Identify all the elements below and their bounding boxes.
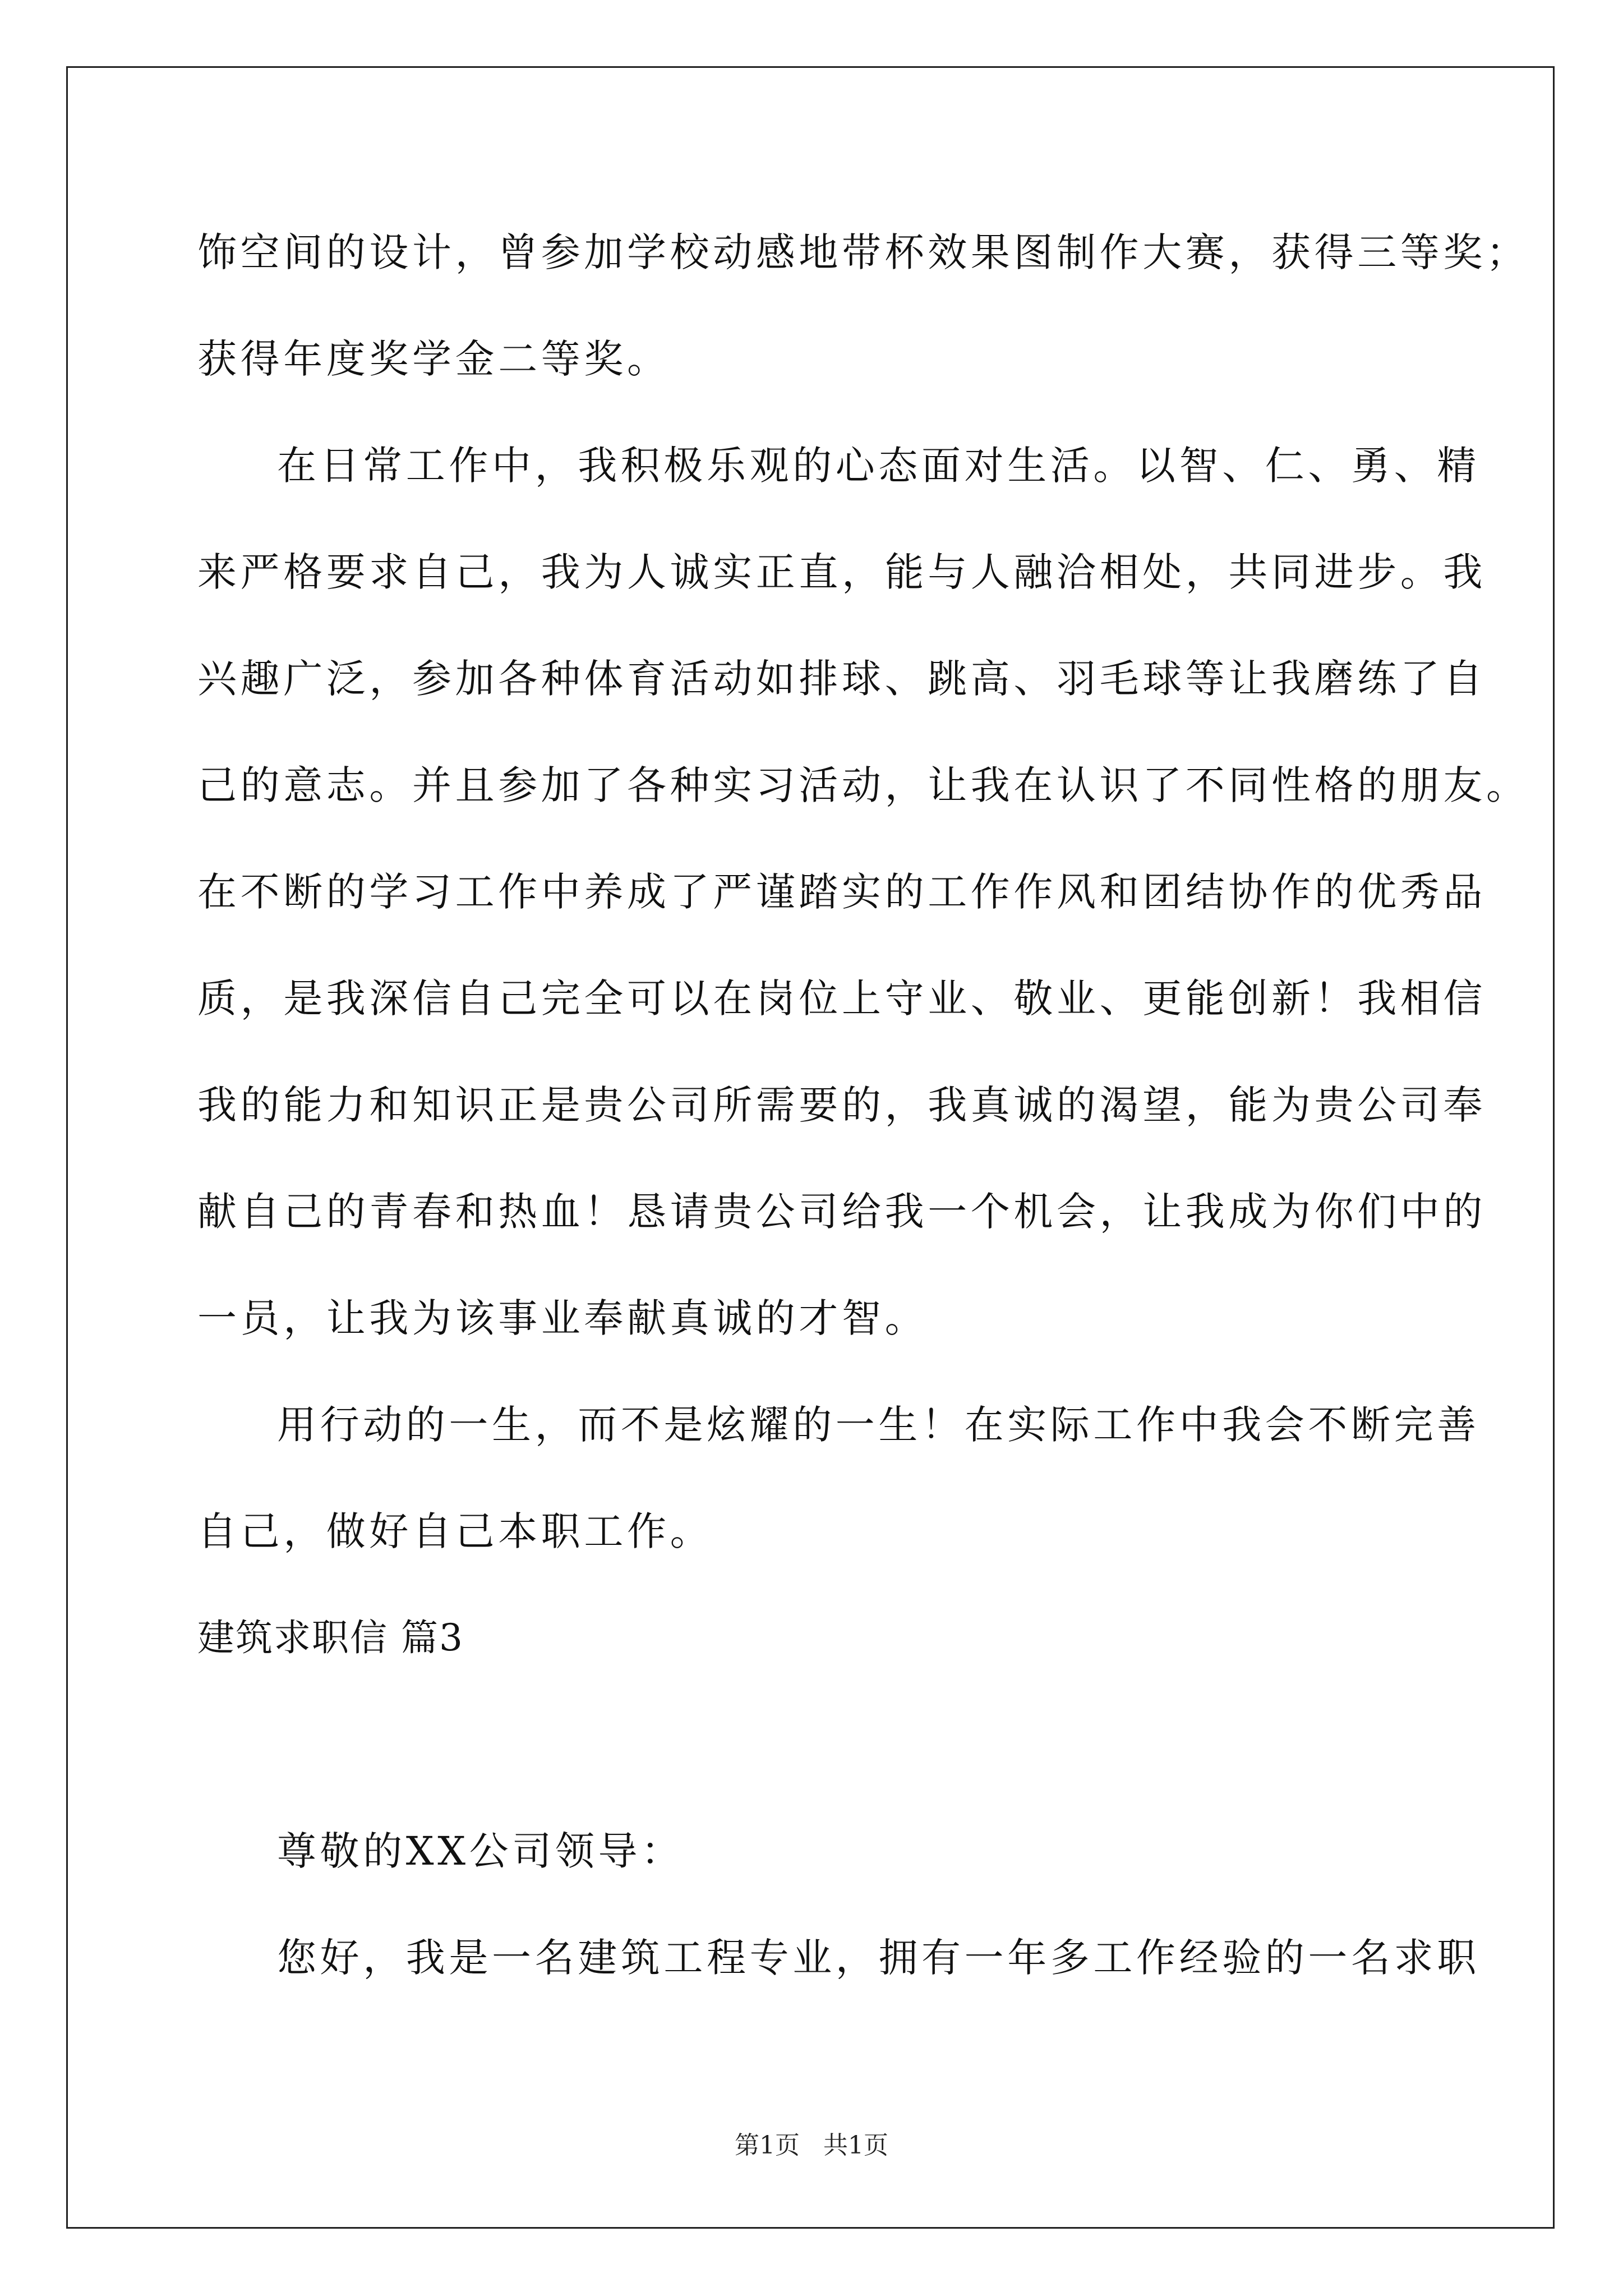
page-footer: 第1页 共1页 xyxy=(735,2131,888,2160)
text-line: 用行动的一生，而不是炫耀的一生！在实际工作中我会不断完善 xyxy=(277,1402,1480,1448)
opening-line: 您好，我是一名建筑工程专业，拥有一年多工作经验的一名求职 xyxy=(277,1935,1480,1981)
text-line: 一员，让我为该事业奉献真诚的才智。 xyxy=(197,1295,928,1341)
text-line: 献自己的青春和热血！恳请贵公司给我一个机会，让我成为你们中的 xyxy=(197,1189,1486,1235)
section-heading: 建筑求职信 篇3 xyxy=(197,1616,464,1659)
text-line: 兴趣广泛，参加各种体育活动如排球、跳高、羽毛球等让我磨练了自 xyxy=(197,656,1486,702)
text-line: 来严格要求自己，我为人诚实正直，能与人融洽相处，共同进步。我 xyxy=(197,549,1486,595)
text-line: 质，是我深信自己完全可以在岗位上守业、敬业、更能创新！我相信 xyxy=(197,976,1486,1022)
text-line: 在不断的学习工作中养成了严谨踏实的工作作风和团结协作的优秀品 xyxy=(197,869,1486,915)
text-line: 己的意志。并且参加了各种实习活动，让我在认识了不同性格的朋友。 xyxy=(197,762,1529,808)
document-body xyxy=(197,199,1529,2011)
text-line: 自己，做好自己本职工作。 xyxy=(197,1508,713,1554)
blank-line xyxy=(197,1691,1448,1798)
salutation: 尊敬的XX公司领导： xyxy=(277,1828,684,1874)
text-line: 在日常工作中，我积极乐观的心态面对生活。以智、仁、勇、精 xyxy=(277,443,1480,489)
text-line: 我的能力和知识正是贵公司所需要的，我真诚的渴望，能为贵公司奉 xyxy=(197,1082,1486,1128)
text-line: 饰空间的设计，曾参加学校动感地带杯效果图制作大赛，获得三等奖； xyxy=(197,229,1529,275)
text-line: 获得年度奖学金二等奖。 xyxy=(197,336,670,382)
